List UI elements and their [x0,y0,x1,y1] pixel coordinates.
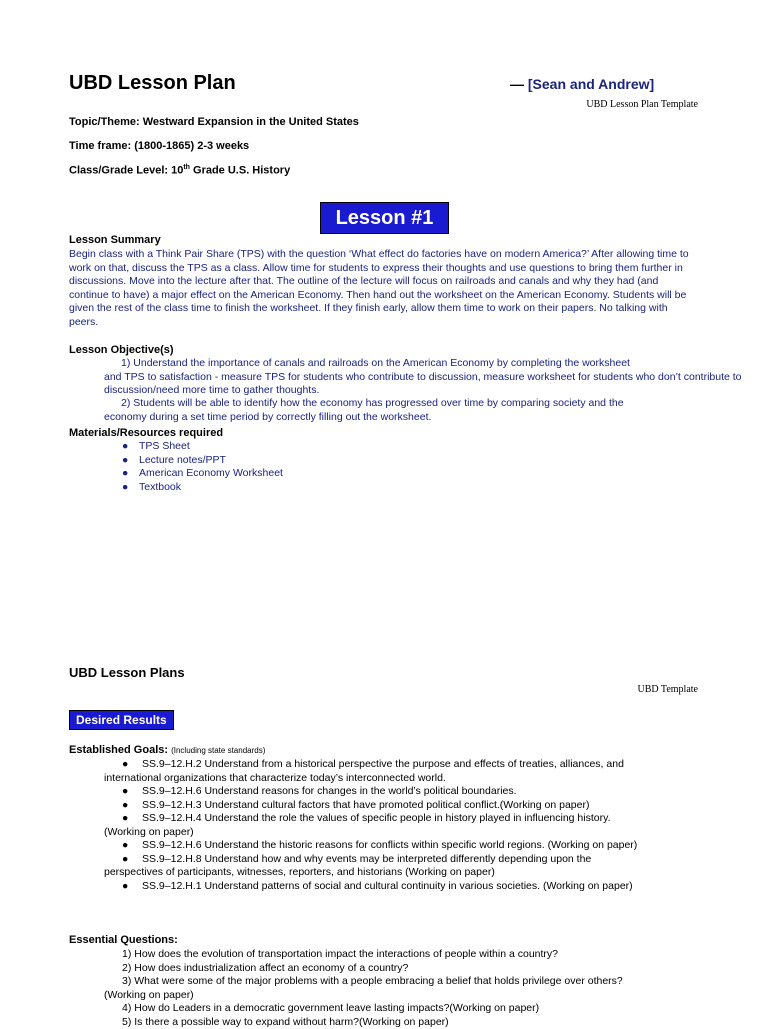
question-item: 3) What were some of the major problems with a people embracing a belief that holds privilege over others? (Working on paper) [104,975,704,1002]
goals-list [104,758,704,893]
bullet-icon: ● [122,481,128,495]
list-item: ● American Economy Worksheet [122,467,283,481]
objective-num: 2) [121,397,130,409]
goal-item: ● SS.9–12.H.2 Understand from a historical perspective the purpose and effects of treaties, alliances, and international organizations that characterize today’s interconnected world. [104,758,704,785]
grade-sup: th [183,164,190,171]
essential-questions-list [104,948,704,1029]
list-item: ● TPS Sheet [122,440,283,454]
bullet-icon: ● [122,467,128,481]
bullet-icon: ● [122,785,128,799]
objective-cont: economy during a set time period by correctly filling out the worksheet. [104,411,744,425]
ubd-template-label: UBD Template [560,684,698,695]
objective-item [104,397,744,424]
goal-item: ● SS.9–12.H.4 Understand the role the values of specific people in history played in influencing history. (Working on paper) [104,812,704,839]
goals-note: (Including state standards) [171,746,265,755]
time-frame: Time frame: (1800-1865) 2-3 weeks [69,140,249,152]
materials-list [122,440,283,494]
list-item: ● Lecture notes/PPT [122,454,283,468]
objective-num: 1) [121,357,130,369]
goal-item: ● SS.9–12.H.1 Understand patterns of social and cultural continuity in various societies. (Working on paper) [104,880,704,894]
question-item: 1) How does the evolution of transportation impact the interactions of people within a country? [104,948,704,962]
lesson-badge: Lesson #1 [320,202,449,234]
objective-text: Students will be able to identify how the economy has progressed over time by comparing society and the [133,397,623,409]
goal-item: ● SS.9–12.H.3 Understand cultural factors that have promoted political conflict.(Working on paper) [104,799,704,813]
objective-text: Understand the importance of canals and railroads on the American Economy by completing the worksheet [133,357,630,369]
template-label: UBD Lesson Plan Template [560,99,698,110]
goal-item: ● SS.9–12.H.6 Understand reasons for changes in the world’s political boundaries. [104,785,704,799]
authors-names: [Sean and Andrew] [528,76,654,92]
bullet-icon: ● [122,440,128,454]
grade-level [69,164,290,177]
topic-theme: Topic/Theme: Westward Expansion in the United States [69,116,359,128]
authors-dash: — [510,76,524,92]
bullet-icon: ● [122,839,128,853]
materials-heading: Materials/Resources required [69,427,223,439]
objective-item [104,357,744,398]
section-title: UBD Lesson Plans [69,665,185,680]
bullet-icon: ● [122,853,128,867]
grade-suffix: Grade U.S. History [190,165,290,177]
essential-questions-heading: Essential Questions: [69,934,178,946]
desired-results-badge: Desired Results [69,710,174,730]
bullet-icon: ● [122,758,128,772]
established-goals-heading [69,744,265,756]
bullet-icon: ● [122,812,128,826]
bullet-icon: ● [122,454,128,468]
objective-cont: and TPS to satisfaction - measure TPS for students who contribute to discussion, measure worksheet for students who don’t contribute to discussion/need more time to gather thoughts. [104,371,744,398]
grade-prefix: Class/Grade Level: 10 [69,165,183,177]
bullet-icon: ● [122,880,128,894]
authors [510,76,654,92]
bullet-icon: ● [122,799,128,813]
goal-item: ● SS.9–12.H.6 Understand the historic reasons for conflicts within specific world regions. (Working on paper) [104,839,704,853]
page-title: UBD Lesson Plan [69,72,236,95]
question-item: 2) How does industrialization affect an economy of a country? [104,962,704,976]
lesson-summary-text: Begin class with a Think Pair Share (TPS) with the question ‘What effect do factories have on modern America?’ After allowing time to work on that, discuss the TPS as a class. Allow time for students to express their thoughts and use questions to bring them further in discussions. Move into the lecture after that. The outline of the lecture will focus on railroads and canals and why they had (and continue to have) a major effect on the American Economy. Then hand out the worksheet on the American Economy. Students will be given the rest of the class time to finish the worksheet. If they finish early, allow them time to work on their papers. No talking with peers. [69,248,699,329]
question-item: 5) Is there a possible way to expand without harm?(Working on paper) [104,1016,704,1029]
question-item: 4) How do Leaders in a democratic government leave lasting impacts?(Working on paper) [104,1002,704,1016]
goal-item: ● SS.9–12.H.8 Understand how and why events may be interpreted differently depending upon the perspectives of participants, witnesses, reporters, and historians (Working on paper) [104,853,704,880]
lesson-summary-heading: Lesson Summary [69,234,161,246]
goals-heading-text: Established Goals: [69,744,168,756]
objectives-heading: Lesson Objective(s) [69,344,174,356]
list-item: ● Textbook [122,481,283,495]
